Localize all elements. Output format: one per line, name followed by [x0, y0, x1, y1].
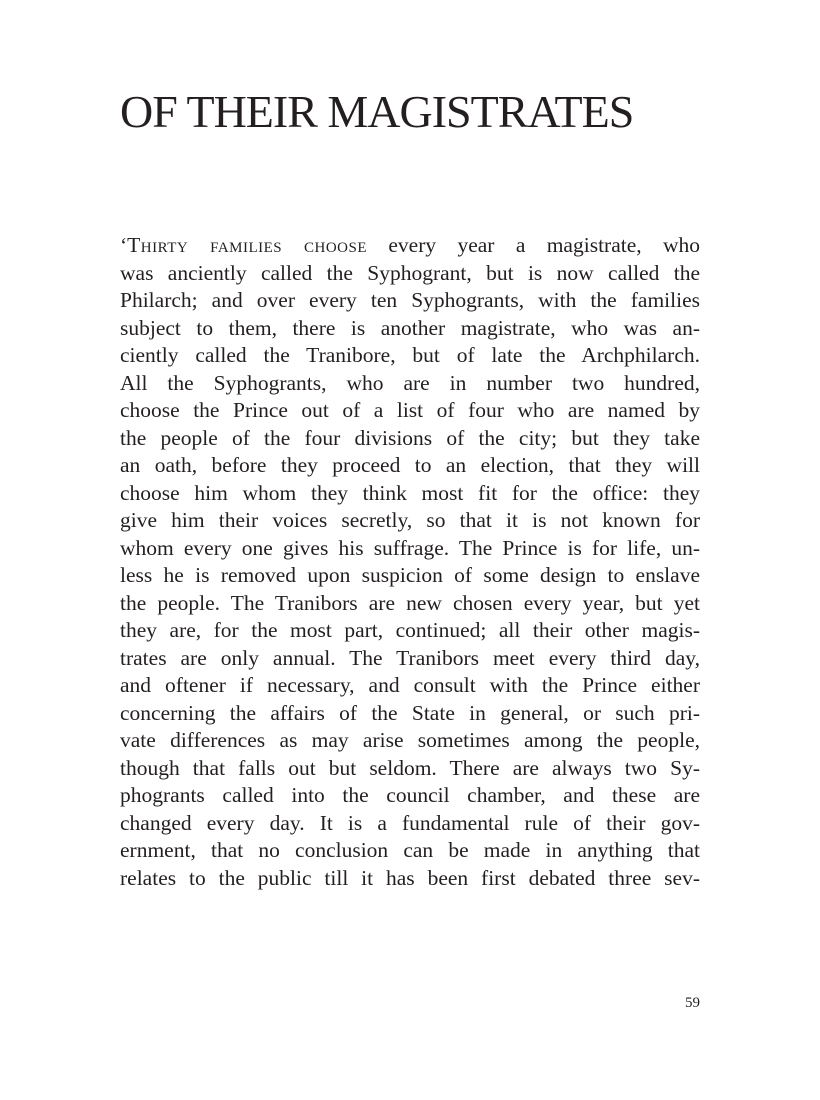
- text-line-24: relates to the public till it has been first debated three sev-: [120, 865, 700, 890]
- text-line-12: whom every one gives his suffrage. The Prince is for life, un-: [120, 535, 700, 560]
- text-line-2: was anciently called the Syphogrant, but is now called the: [120, 260, 700, 285]
- text-line-8: the people of the four divisions of the city; but they take: [120, 425, 700, 450]
- text-line-11: give him their voices secretly, so that it is not known for: [120, 508, 700, 532]
- text-line-3: Philarch; and over every ten Syphogrants, with the families: [120, 288, 700, 312]
- text-line-9: an oath, before they proceed to an election, that they will: [120, 453, 700, 477]
- text-line-21: phogrants called into the council chamber, and these are: [120, 783, 700, 807]
- body-paragraph: [120, 232, 700, 892]
- text-line-1-rest: every year a magistrate, who: [367, 233, 701, 257]
- text-line-14: the people. The Tranibors are new chosen every year, but yet: [120, 590, 700, 615]
- text-line-16: trates are only annual. The Tranibors meet every third day,: [120, 645, 700, 670]
- text-line-5: ciently called the Tranibore, but of late the Archphilarch.: [120, 343, 700, 367]
- page-number: 59: [685, 995, 700, 1011]
- chapter-title: OF THEIR MAGISTRATES: [120, 86, 634, 137]
- text-line-22: changed every day. It is a fundamental rule of their gov-: [120, 810, 700, 835]
- opening-quote: ‘: [120, 233, 128, 257]
- text-line-23: ernment, that no conclusion can be made in anything that: [120, 838, 700, 862]
- text-line-1: [120, 232, 700, 260]
- text-line-13: less he is removed upon suspicion of some design to enslave: [120, 563, 700, 587]
- text-line-15: they are, for the most part, continued; all their other magis-: [120, 618, 700, 642]
- text-line-20: though that falls out but seldom. There are always two Sy-: [120, 755, 700, 780]
- text-line-10: choose him whom they think most fit for the office: they: [120, 480, 700, 505]
- text-line-17: and oftener if necessary, and consult with the Prince either: [120, 673, 700, 697]
- text-line-18: concerning the affairs of the State in general, or such pri-: [120, 700, 700, 725]
- text-line-7: choose the Prince out of a list of four who are named by: [120, 398, 700, 422]
- opening-smallcaps: Thirty families choose: [127, 233, 368, 257]
- text-line-19: vate differences as may arise sometimes among the people,: [120, 728, 700, 752]
- text-line-6: All the Syphogrants, who are in number two hundred,: [120, 370, 700, 395]
- text-line-4: subject to them, there is another magistrate, who was an-: [120, 315, 700, 340]
